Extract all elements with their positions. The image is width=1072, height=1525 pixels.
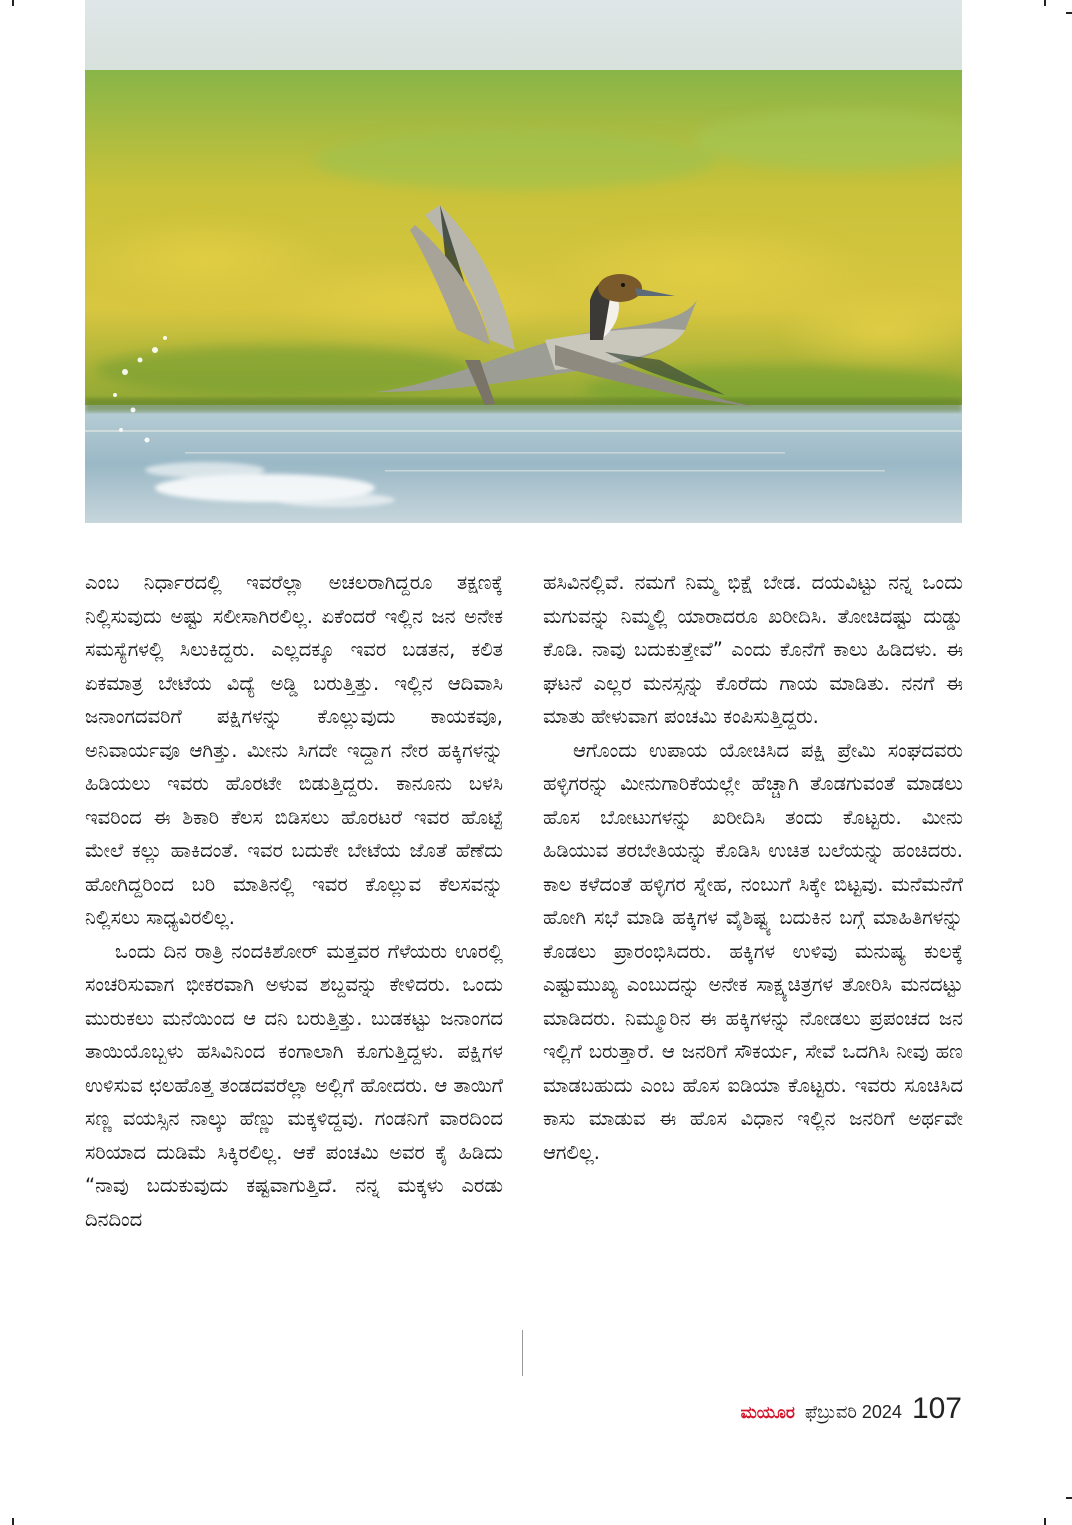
article-paragraph: ಹಸಿವಿನಲ್ಲಿವೆ. ನಮಗೆ ನಿಮ್ಮ ಭಿಕ್ಷೆ ಬೇಡ. ದಯವಿಟ್ಟು ನನ್ನ ಒಂದು ಮಗುವನ್ನು ನಿಮ್ಮಲ್ಲಿ ಯಾರಾದರೂ ಖರೀದಿಸಿ. ತೋಚಿದಷ್ಟು ದುಡ್ಡು ಕೊಡಿ. ನಾವು ಬದುಕುತ್ತೇವೆ” ಎಂದು ಕೊನೆಗೆ ಕಾಲು ಹಿಡಿದಳು. ಈ ಘಟನೆ ಎಲ್ಲರ ಮನಸ್ಸನ್ನು ಕೊರೆದು ಗಾಯ ಮಾಡಿತು. ನನಗೆ ಈ ಮಾತು ಹೇಳುವಾಗ ಪಂಚಮಿ ಕಂಪಿಸುತ್ತಿದ್ದರು. [543,571,963,728]
crop-mark-top-left [12,0,14,6]
page-footer [741,1392,962,1426]
magazine-logo: ಮಯೂರ [740,1403,795,1423]
article-paragraph: ಎಂಬ ನಿರ್ಧಾರದಲ್ಲಿ ಇವರೆಲ್ಲಾ ಅಚಲರಾಗಿದ್ದರೂ ತಕ್ಷಣಕ್ಕೆ ನಿಲ್ಲಿಸುವುದು ಅಷ್ಟು ಸಲೀಸಾಗಿರಲಿಲ್ಲ. ಏಕೆಂದರೆ ಇಲ್ಲಿನ ಜನ ಅನೇಕ ಸಮಸ್ಯೆಗಳಲ್ಲಿ ಸಿಲುಕಿದ್ದರು. ಎಲ್ಲದಕ್ಕೂ ಇವರ ಬಡತನ, ಕಲಿತ ಏಕಮಾತ್ರ ಬೇಟೆಯ ವಿದ್ಯೆ ಅಡ್ಡಿ ಬರುತ್ತಿತ್ತು. ಇಲ್ಲಿನ ಆದಿವಾಸಿ ಜನಾಂಗದವರಿಗೆ ಪಕ್ಷಿಗಳನ್ನು ಕೊಲ್ಲುವುದು ಕಾಯಕವೂ, ಅನಿವಾರ್ಯವೂ ಆಗಿತ್ತು. ಮೀನು ಸಿಗದೇ ಇದ್ದಾಗ ನೇರ ಹಕ್ಕಿಗಳನ್ನು ಹಿಡಿಯಲು ಇವರು ಹೊರಟೇ ಬಿಡುತ್ತಿದ್ದರು. ಕಾನೂನು ಬಳಸಿ ಇವರಿಂದ ಈ ಶಿಕಾರಿ ಕೆಲಸ ಬಿಡಿಸಲು ಹೊರಟರೆ ಇವರ ಹೊಟ್ಟೆ ಮೇಲೆ ಕಲ್ಲು ಹಾಕಿದಂತೆ. ಇವರ ಬದುಕೇ ಬೇಟೆಯ ಜೊತೆ ಹೆಣೆದು ಹೋಗಿದ್ದರಿಂದ ಬರಿ ಮಾತಿನಲ್ಲಿ ಇವರ ಕೊಲ್ಲುವ ಕೆಲಸವನ್ನು ನಿಲ್ಲಿಸಲು ಸಾಧ್ಯವಿರಲಿಲ್ಲ. [85,571,503,929]
crop-mark-right-edge [1066,12,1072,14]
page-number: 107 [911,1392,962,1425]
article-column-left [85,566,503,1236]
article-column-right [543,566,963,1169]
photo-illustration [85,0,962,523]
crop-mark-top-right [1044,0,1046,6]
crop-mark-bottom-left [12,1518,14,1525]
article-paragraph: ಒಂದು ದಿನ ರಾತ್ರಿ ನಂದಕಿಶೋರ್ ಮತ್ತವರ ಗೆಳೆಯರು ಊರಲ್ಲಿ ಸಂಚರಿಸುವಾಗ ಭೀಕರವಾಗಿ ಅಳುವ ಶಬ್ದವನ್ನು ಕೇಳಿದರು. ಒಂದು ಮುರುಕಲು ಮನೆಯಿಂದ ಆ ದನಿ ಬರುತ್ತಿತ್ತು. ಬುಡಕಟ್ಟು ಜನಾಂಗದ ತಾಯಿಯೊಬ್ಬಳು ಹಸಿವಿನಿಂದ ಕಂಗಾಲಾಗಿ ಕೂಗುತ್ತಿದ್ದಳು. ಪಕ್ಷಿಗಳ ಉಳಿಸುವ ಛಲಹೊತ್ತ ತಂಡದವರೆಲ್ಲಾ ಅಲ್ಲಿಗೆ ಹೋದರು. ಆ ತಾಯಿಗೆ ಸಣ್ಣ ವಯಸ್ಸಿನ ನಾಲ್ಕು ಹೆಣ್ಣು ಮಕ್ಕಳಿದ್ದವು. ಗಂಡನಿಗೆ ವಾರದಿಂದ ಸರಿಯಾದ ದುಡಿಮೆ ಸಿಕ್ಕಿರಲಿಲ್ಲ. ಆಕೆ ಪಂಚಮಿ ಅವರ ಕೈ ಹಿಡಿದು “ನಾವು ಬದುಕುವುದು ಕಷ್ಟವಾಗುತ್ತಿದೆ. ನನ್ನ ಮಕ್ಕಳು ಎರಡು ದಿನದಿಂದ [85,939,503,1231]
crop-mark-bottom-right-vertical [1044,1518,1046,1525]
article-paragraph: ಆಗೊಂದು ಉಪಾಯ ಯೋಚಿಸಿದ ಪಕ್ಷಿ ಪ್ರೇಮಿ ಸಂಘದವರು ಹಳ್ಳಿಗರನ್ನು ಮೀನುಗಾರಿಕೆಯಲ್ಲೇ ಹೆಚ್ಚಾಗಿ ತೊಡಗುವಂತೆ ಮಾಡಲು ಹೊಸ ಬೋಟುಗಳನ್ನು ಖರೀದಿಸಿ ತಂದು ಕೊಟ್ಟರು. ಮೀನು ಹಿಡಿಯುವ ತರಬೇತಿಯನ್ನು ಕೊಡಿಸಿ ಉಚಿತ ಬಲೆಯನ್ನು ಹಂಚಿದರು. ಕಾಲ ಕಳೆದಂತೆ ಹಳ್ಳಿಗರ ಸ್ನೇಹ, ನಂಬುಗೆ ಸಿಕ್ಕೇ ಬಿಟ್ಟವು. ಮನೆಮನೆಗೆ ಹೋಗಿ ಸಭೆ ಮಾಡಿ ಹಕ್ಕಿಗಳ ವೈಶಿಷ್ಟ್ಯ ಬದುಕಿನ ಬಗ್ಗೆ ಮಾಹಿತಿಗಳನ್ನು ಕೊಡಲು ಪ್ರಾರಂಭಿಸಿದರು. ಹಕ್ಕಿಗಳ ಉಳಿವು ಮನುಷ್ಯ ಕುಲಕ್ಕೆ ಎಷ್ಟುಮುಖ್ಯ ಎಂಬುದನ್ನು ಅನೇಕ ಸಾಕ್ಷ್ಯಚಿತ್ರಗಳ ತೋರಿಸಿ ಮನದಟ್ಟು ಮಾಡಿದರು. ನಿಮ್ಮೂರಿನ ಈ ಹಕ್ಕಿಗಳನ್ನು ನೋಡಲು ಪ್ರಪಂಚದ ಜನ ಇಲ್ಲಿಗೆ ಬರುತ್ತಾರೆ. ಆ ಜನರಿಗೆ ಸೌಕರ್ಯ, ಸೇವೆ ಒದಗಿಸಿ ನೀವು ಹಣ ಮಾಡಬಹುದು ಎಂಬ ಹೊಸ ಐಡಿಯಾ ಕೊಟ್ಟರು. ಇವರು ಸೂಚಿಸಿದ ಕಾಸು ಮಾಡುವ ಈ ಹೊಸ ವಿಧಾನ ಇಲ್ಲಿನ ಜನರಿಗೆ ಅರ್ಥವೇ ಆಗಲಿಲ್ಲ. [543,738,963,1164]
crop-mark-bottom-right [1066,1497,1072,1499]
column-divider [522,1330,523,1376]
issue-date: ಫೆಬ್ರುವರಿ 2024 [804,1402,902,1422]
pintail-duck-photo [85,0,962,523]
